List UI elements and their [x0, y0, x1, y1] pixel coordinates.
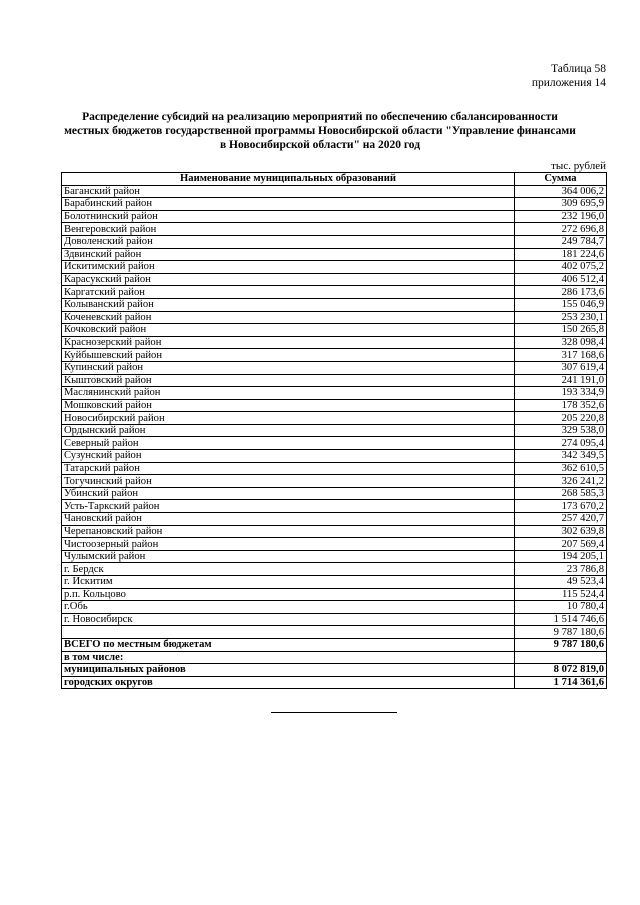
municipality-name: Чистоозерный район — [62, 538, 515, 551]
municipality-name: р.п. Кольцово — [62, 588, 515, 601]
subsidy-amount: 9 787 180,6 — [515, 638, 607, 651]
table-row — [62, 261, 607, 274]
subsidy-amount: 249 784,7 — [515, 235, 607, 248]
table-row — [62, 324, 607, 337]
municipality-name: Тогучинский район — [62, 475, 515, 488]
subsidy-amount: 302 639,8 — [515, 525, 607, 538]
municipality-name: Болотнинский район — [62, 210, 515, 223]
subsidy-amount: 1 714 361,6 — [515, 676, 607, 689]
table-row — [62, 336, 607, 349]
table-row — [62, 387, 607, 400]
table-body — [62, 185, 607, 638]
subsidy-amount: 326 241,2 — [515, 475, 607, 488]
municipality-name: г. Бердск — [62, 563, 515, 576]
municipality-name: городских округов — [62, 676, 515, 689]
municipality-name: Доволенский район — [62, 235, 515, 248]
subsidy-amount: 272 696,8 — [515, 223, 607, 236]
subsidy-amount: 8 072 819,0 — [515, 664, 607, 677]
table-row — [62, 588, 607, 601]
subsidy-amount: 364 006,2 — [515, 185, 607, 198]
subsidy-amount: 402 075,2 — [515, 261, 607, 274]
subsidy-amount: 241 191,0 — [515, 374, 607, 387]
municipality-name: Купинский район — [62, 361, 515, 374]
municipality-name: Кочковский район — [62, 324, 515, 337]
table-row — [62, 450, 607, 463]
total-row — [62, 676, 607, 689]
subsidy-amount: 173 670,2 — [515, 500, 607, 513]
municipality-name: Татарский район — [62, 462, 515, 475]
footer-divider — [271, 712, 397, 713]
municipality-name: Чановский район — [62, 513, 515, 526]
table-row — [62, 462, 607, 475]
table-header-row — [62, 173, 607, 186]
subsidy-amount — [515, 651, 607, 664]
municipality-name: Здвинский район — [62, 248, 515, 261]
total-row — [62, 638, 607, 651]
table-totals — [62, 638, 607, 688]
table-row — [62, 500, 607, 513]
municipality-name: Каргатский район — [62, 286, 515, 299]
municipality-name: Северный район — [62, 437, 515, 450]
subsidy-amount: 155 046,9 — [515, 298, 607, 311]
municipality-name: Куйбышевский район — [62, 349, 515, 362]
subsidy-amount: 178 352,6 — [515, 399, 607, 412]
table-reference — [532, 62, 606, 90]
subsidy-amount: 274 095,4 — [515, 437, 607, 450]
table-row — [62, 361, 607, 374]
subsidy-amount: 286 173,6 — [515, 286, 607, 299]
table-row — [62, 374, 607, 387]
table-row — [62, 626, 607, 639]
subsidy-amount: 342 349,5 — [515, 450, 607, 463]
table-row — [62, 286, 607, 299]
municipality-name: Сузунский район — [62, 450, 515, 463]
column-header-sum: Сумма — [515, 173, 607, 186]
table-row — [62, 349, 607, 362]
subsidy-amount: 49 523,4 — [515, 576, 607, 589]
appendix-label: приложения 14 — [531, 77, 606, 89]
table-row — [62, 185, 607, 198]
municipality-name: Баганский район — [62, 185, 515, 198]
subsidy-amount: 406 512,4 — [515, 273, 607, 286]
municipality-name: ВСЕГО по местным бюджетам — [62, 638, 515, 651]
subsidy-amount: 309 695,9 — [515, 198, 607, 211]
table-row — [62, 613, 607, 626]
column-header-name: Наименование муниципальных образований — [62, 173, 515, 186]
table-row — [62, 550, 607, 563]
municipality-name: Карасукский район — [62, 273, 515, 286]
municipality-name: Ордынский район — [62, 424, 515, 437]
municipality-name: Венгеровский район — [62, 223, 515, 236]
subsidy-amount: 307 619,4 — [515, 361, 607, 374]
table-row — [62, 424, 607, 437]
subsidy-amount: 257 420,7 — [515, 513, 607, 526]
municipality-name: Барабинский район — [62, 198, 515, 211]
subsidy-amount: 253 230,1 — [515, 311, 607, 324]
table-row — [62, 563, 607, 576]
table-row — [62, 223, 607, 236]
subsidy-amount: 10 780,4 — [515, 601, 607, 614]
table-row — [62, 399, 607, 412]
municipality-name: Искитимский район — [62, 261, 515, 274]
municipality-name: Мошковский район — [62, 399, 515, 412]
table-row — [62, 601, 607, 614]
subsidy-amount: 362 610,5 — [515, 462, 607, 475]
table-row — [62, 538, 607, 551]
municipality-name: г. Искитим — [62, 576, 515, 589]
municipality-name: в том числе: — [62, 651, 515, 664]
table-row — [62, 437, 607, 450]
municipality-name: Колыванский район — [62, 298, 515, 311]
table-row — [62, 311, 607, 324]
table-number: Таблица 58 — [551, 63, 606, 75]
table-row — [62, 487, 607, 500]
municipality-name — [62, 626, 515, 639]
table-row — [62, 210, 607, 223]
subsidy-amount: 329 538,0 — [515, 424, 607, 437]
municipality-name: Коченевский район — [62, 311, 515, 324]
subsidy-amount: 9 787 180,6 — [515, 626, 607, 639]
subsidy-amount: 23 786,8 — [515, 563, 607, 576]
total-row — [62, 664, 607, 677]
municipality-name: муниципальных районов — [62, 664, 515, 677]
table-row — [62, 198, 607, 211]
table-row — [62, 235, 607, 248]
subsidy-amount: 194 205,1 — [515, 550, 607, 563]
table-row — [62, 576, 607, 589]
units-label: тыс. рублей — [551, 160, 606, 172]
municipality-name: Краснозерский район — [62, 336, 515, 349]
table-row — [62, 412, 607, 425]
table-row — [62, 248, 607, 261]
total-row — [62, 651, 607, 664]
subsidy-amount: 181 224,6 — [515, 248, 607, 261]
subsidy-amount: 268 585,3 — [515, 487, 607, 500]
subsidy-amount: 207 569,4 — [515, 538, 607, 551]
subsidy-amount: 1 514 746,6 — [515, 613, 607, 626]
subsidy-table — [61, 172, 607, 689]
table-row — [62, 513, 607, 526]
table-row — [62, 298, 607, 311]
municipality-name: Черепановский район — [62, 525, 515, 538]
table-row — [62, 475, 607, 488]
municipality-name: Новосибирский район — [62, 412, 515, 425]
municipality-name: Убинский район — [62, 487, 515, 500]
subsidy-amount: 232 196,0 — [515, 210, 607, 223]
subsidy-amount: 205 220,8 — [515, 412, 607, 425]
municipality-name: г.Обь — [62, 601, 515, 614]
municipality-name: Маслянинский район — [62, 387, 515, 400]
municipality-name: Чулымский район — [62, 550, 515, 563]
document-title: Распределение субсидий на реализацию мероприятий по обеспечению сбалансированности местных бюджетов государственной программы Новосибирской области "Управление финансами в Новосибирской области" на 2020 год — [64, 111, 576, 151]
table-row — [62, 273, 607, 286]
subsidy-amount: 115 524,4 — [515, 588, 607, 601]
table-row — [62, 525, 607, 538]
subsidy-amount: 150 265,8 — [515, 324, 607, 337]
municipality-name: Кыштовский район — [62, 374, 515, 387]
municipality-name: Усть-Таркский район — [62, 500, 515, 513]
subsidy-amount: 317 168,6 — [515, 349, 607, 362]
subsidy-amount: 328 098,4 — [515, 336, 607, 349]
subsidy-amount: 193 334,9 — [515, 387, 607, 400]
municipality-name: г. Новосибирск — [62, 613, 515, 626]
